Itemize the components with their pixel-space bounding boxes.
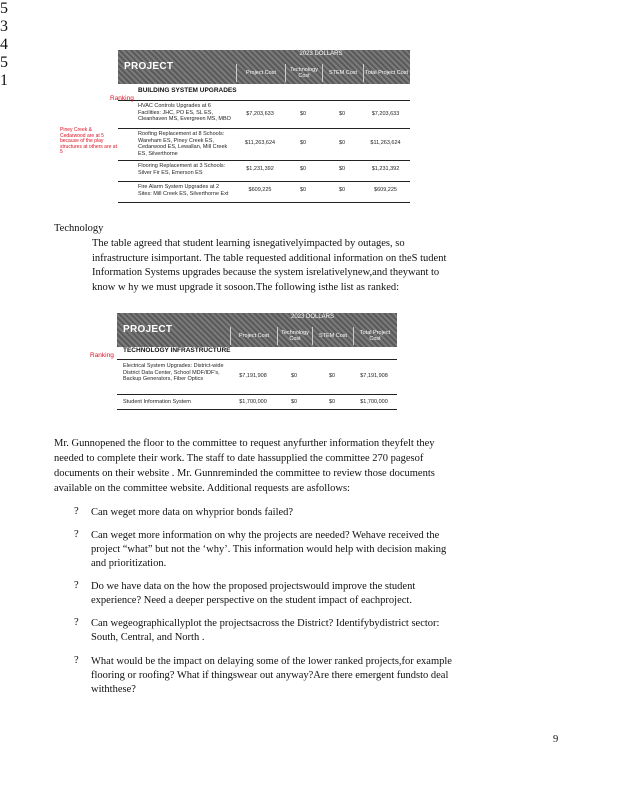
- col-total-cost: Total Project Cost: [353, 327, 396, 345]
- paragraph-line: The table agreed that student learning isnegativelyimpacted by outages, so: [92, 238, 405, 249]
- row-tech-cost: $0: [299, 187, 307, 193]
- row-total-cost: $1,700,000: [360, 399, 388, 405]
- row-project-cost: $1,231,392: [246, 166, 274, 172]
- row-stem-cost: $0: [338, 166, 346, 172]
- row-tech-cost: $0: [299, 166, 307, 172]
- section-heading-technology: Technology: [54, 223, 104, 234]
- row-tech-cost: $0: [299, 111, 307, 117]
- bullet-marker: ?: [74, 655, 79, 666]
- row-stem-cost: $0: [338, 140, 346, 146]
- paragraph-line: Mr. Gunnopened the floor to the committee to request anyfurther information theyfelt they: [54, 438, 435, 449]
- col-project-cost: Project Cost: [230, 327, 277, 345]
- col-stem-cost: STEM Cost: [312, 327, 353, 345]
- section-title: BUILDING SYSTEM UPGRADES: [138, 87, 237, 94]
- paragraph-line: infrastructure isimportant. The table requested additional information on theS tudent: [92, 253, 447, 264]
- bullet-line: project “what” but not the ‘why’. This information would help with decision making: [91, 544, 447, 555]
- col-technology-cost: Technology Cost: [285, 64, 322, 82]
- paragraph-line: needed to complete their work. The staff to date hassupplied the committee 270 pagesof: [54, 453, 424, 464]
- row-project-cost: $7,191,908: [239, 373, 267, 379]
- project-header-label: PROJECT: [123, 324, 173, 335]
- rank-number: 1: [0, 72, 8, 89]
- row-stem-cost: $0: [338, 187, 346, 193]
- row-total-cost: $7,191,908: [360, 373, 388, 379]
- bullet-line: Can weget more information on why the projects are needed? Wehave received the: [91, 530, 440, 541]
- table-header: [118, 50, 410, 84]
- paragraph-line: available on the committee website. Additional requests are asfollows:: [54, 483, 350, 494]
- technology-table: [117, 313, 397, 409]
- paragraph-line: documents on their website . Mr. Gunnreminded the committee to review those documents: [54, 468, 435, 479]
- bullet-line: Can wegeographicallyplot the projectsacross the District? Identifybydistrict sector:: [91, 618, 440, 629]
- bullet-line: Can weget more data on whyprior bonds failed?: [91, 507, 294, 518]
- col-stem-cost: STEM Cost: [322, 64, 363, 82]
- col-total-cost: Total Project Cost: [363, 64, 409, 82]
- row-stem-cost: $0: [338, 111, 346, 117]
- page-number: 9: [553, 734, 559, 745]
- building-systems-table: [118, 50, 410, 202]
- row-stem-cost: $0: [328, 373, 336, 379]
- bullet-line: and prioritization.: [91, 558, 167, 569]
- row-project-cost: $1,700,000: [239, 399, 267, 405]
- bullet-line: South, Central, and North .: [91, 632, 205, 643]
- row-total-cost: $1,231,392: [371, 166, 400, 172]
- row-description: HVAC Controls Upgrades at 6 Facilities: JHC, PO ES, SL ES, Cleanhaven MS, Evergreen MS, MBO: [138, 103, 231, 122]
- bullet-line: Do we have data on the how the proposed projectswould improve the student: [91, 581, 416, 592]
- row-tech-cost: $0: [299, 140, 307, 146]
- row-description: Fire Alarm System Upgrades at 2 Sites: Mill Creek ES, Silverthorne Ext: [138, 184, 229, 197]
- dollars-label: 2023 DOLLARS: [299, 51, 343, 57]
- bullet-marker: ?: [74, 580, 79, 591]
- row-project-cost: $11,263,624: [244, 140, 276, 146]
- table-row: [118, 181, 410, 203]
- table-header: [117, 313, 397, 347]
- rank-number: 4: [0, 36, 8, 53]
- row-total-cost: $11,263,624: [370, 140, 401, 146]
- ranking-label: Ranking: [90, 352, 114, 359]
- bullet-line: withthese?: [91, 684, 136, 695]
- section-title: TECHNOLOGY INFRASTRUCTURE: [123, 347, 231, 354]
- row-project-cost: $609,225: [248, 187, 272, 193]
- bullet-line: What would be the impact on delaying some of the lower ranked projects,for example: [91, 656, 452, 667]
- project-header-label: PROJECT: [124, 61, 174, 72]
- bullet-marker: ?: [74, 529, 79, 540]
- row-project-cost: $7,203,633: [246, 111, 274, 117]
- bullet-line: flooring or roofing? What if thingswear out anyway?Are there emergent fundsto deal: [91, 670, 449, 681]
- rank-number: 5: [0, 54, 8, 71]
- dollars-label: 2023 DOLLARS: [290, 314, 335, 320]
- row-description: Student Information System: [123, 399, 191, 405]
- row-total-cost: $609,225: [374, 187, 397, 193]
- bullet-line: experience? Need a deeper perspective on the student impact of eachproject.: [91, 595, 412, 606]
- row-stem-cost: $0: [328, 399, 336, 405]
- paragraph-line: know w hy we must upgrade it sosoon.The following isthe list as ranked:: [92, 282, 400, 293]
- table-row: [118, 160, 410, 181]
- rank-number: 5: [0, 0, 8, 17]
- table-row: [117, 394, 397, 410]
- bullet-marker: ?: [74, 617, 79, 628]
- row-description: Electrical System Upgrades: District-wide District Data Center, School MDF/IDF's, Backup Generators, Fiber Optics: [123, 363, 224, 382]
- col-project-cost: Project Cost: [236, 64, 285, 82]
- row-description: Flooring Replacement at 3 Schools: Silver Fir ES, Emerson ES: [138, 163, 226, 176]
- table-row: [118, 100, 410, 128]
- row-total-cost: $7,203,633: [371, 111, 400, 117]
- table-row: [117, 359, 397, 394]
- table-row: [118, 128, 410, 159]
- row-description: Roofing Replacement at 8 Schools: Wareham ES, Piney Creek ES, Cedarwood ES, Lewallan, Mill Creek ES, Silverthorne: [138, 131, 228, 157]
- rank-number: 3: [0, 18, 8, 35]
- col-technology-cost: Technology Cost: [277, 327, 312, 345]
- paragraph-line: Information Systems upgrades because the system isrelativelynew,and theywant to: [92, 267, 440, 278]
- bullet-marker: ?: [74, 506, 79, 517]
- ranking-label: Ranking: [110, 95, 134, 102]
- handwritten-note: Piney Creek & Cedarwood are at 5 because of the play structures at others are at 5: [60, 127, 117, 155]
- row-tech-cost: $0: [290, 373, 298, 379]
- row-tech-cost: $0: [290, 399, 298, 405]
